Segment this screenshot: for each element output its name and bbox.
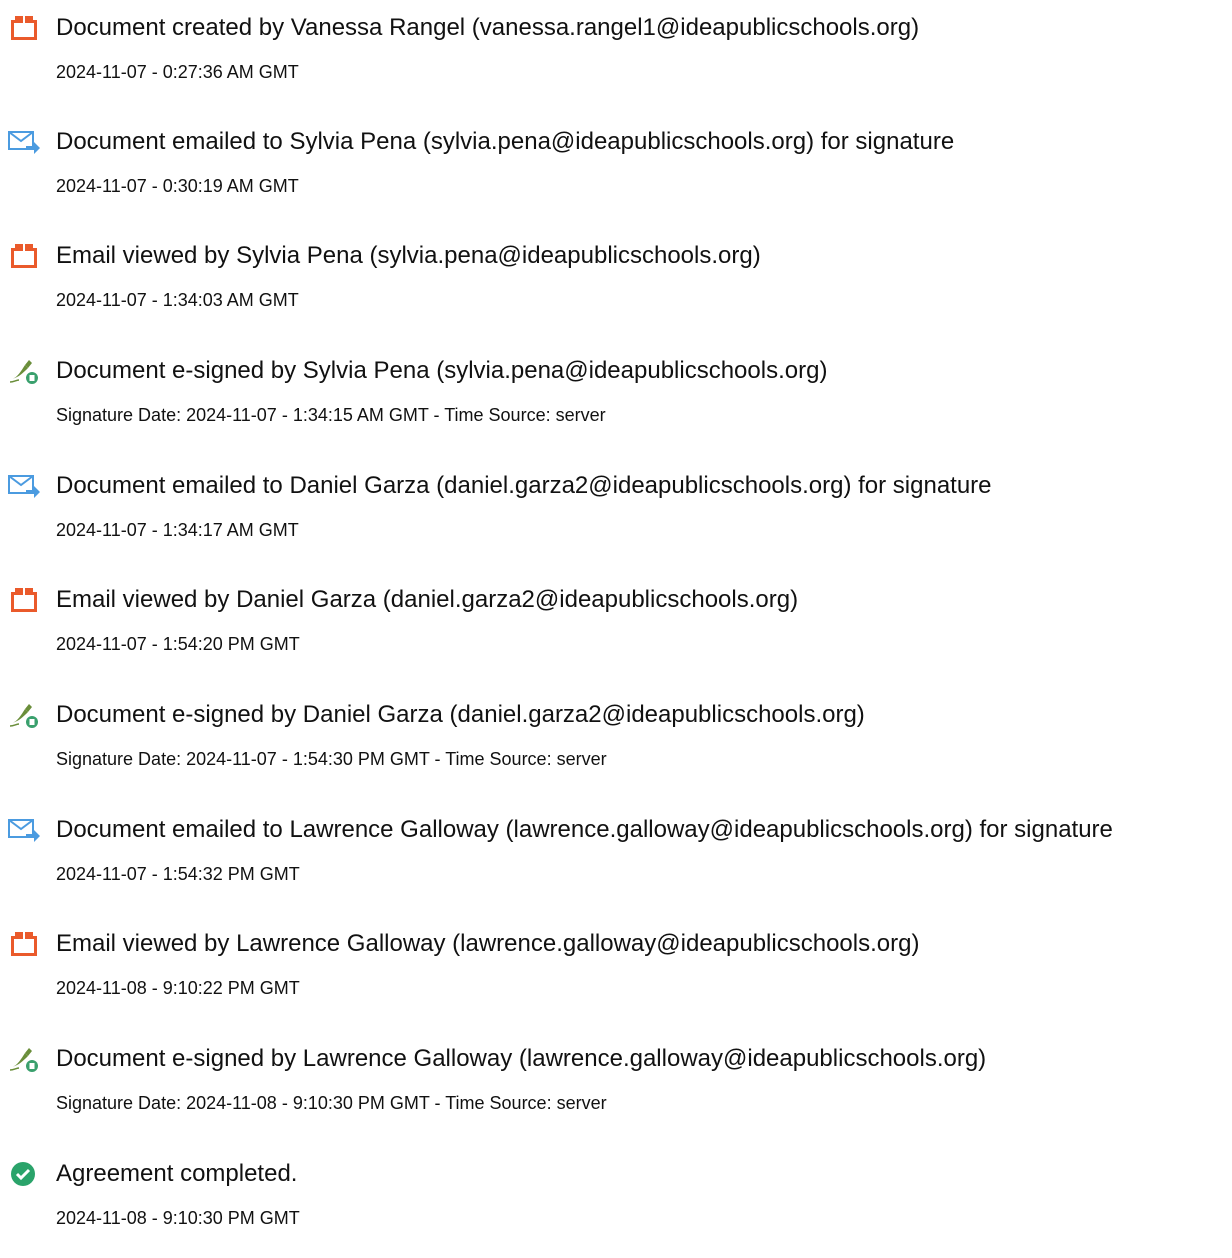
entry-timestamp: 2024-11-08 - 9:10:30 PM GMT — [56, 1208, 300, 1228]
audit-entry — [0, 12, 1232, 112]
entry-title: Email viewed by Lawrence Galloway (lawrence.galloway@ideapublicschools.org) — [56, 930, 920, 957]
entry-title: Agreement completed. — [56, 1160, 298, 1187]
entry-title: Document e-signed by Lawrence Galloway (lawrence.galloway@ideapublicschools.org) — [56, 1045, 987, 1072]
entry-title: Email viewed by Daniel Garza (daniel.garza2@ideapublicschools.org) — [56, 586, 799, 613]
email-sent-icon — [8, 816, 40, 844]
audit-entry — [0, 355, 1232, 455]
audit-entry — [0, 240, 1232, 340]
check-circle-icon — [8, 1160, 40, 1188]
entry-title: Document emailed to Lawrence Galloway (lawrence.galloway@ideapublicschools.org) for signature — [56, 816, 1113, 843]
email-sent-icon — [8, 128, 40, 156]
audit-entry — [0, 814, 1232, 914]
entry-timestamp: Signature Date: 2024-11-08 - 9:10:30 PM GMT - Time Source: server — [56, 1093, 607, 1113]
entry-title: Email viewed by Sylvia Pena (sylvia.pena@ideapublicschools.org) — [56, 242, 761, 269]
entry-timestamp: 2024-11-08 - 9:10:22 PM GMT — [56, 978, 300, 998]
e-signed-icon — [8, 357, 40, 385]
audit-entry — [0, 1158, 1232, 1258]
email-viewed-icon — [8, 586, 40, 614]
entry-timestamp: Signature Date: 2024-11-07 - 1:34:15 AM GMT - Time Source: server — [56, 405, 606, 425]
audit-entry — [0, 699, 1232, 799]
audit-entry — [0, 126, 1232, 226]
entry-timestamp: 2024-11-07 - 1:34:03 AM GMT — [56, 290, 299, 310]
email-viewed-icon — [8, 930, 40, 958]
entry-title: Document emailed to Sylvia Pena (sylvia.pena@ideapublicschools.org) for signature — [56, 128, 955, 155]
entry-timestamp: 2024-11-07 - 1:34:17 AM GMT — [56, 520, 299, 540]
email-viewed-icon — [8, 242, 40, 270]
entry-timestamp: 2024-11-07 - 0:30:19 AM GMT — [56, 176, 299, 196]
entry-timestamp: Signature Date: 2024-11-07 - 1:54:30 PM GMT - Time Source: server — [56, 749, 607, 769]
entry-timestamp: 2024-11-07 - 0:27:36 AM GMT — [56, 62, 299, 82]
entry-timestamp: 2024-11-07 - 1:54:32 PM GMT — [56, 864, 300, 884]
entry-title: Document e-signed by Daniel Garza (daniel.garza2@ideapublicschools.org) — [56, 701, 865, 728]
audit-entry — [0, 584, 1232, 684]
entry-timestamp: 2024-11-07 - 1:54:20 PM GMT — [56, 634, 300, 654]
audit-entry — [0, 470, 1232, 570]
entry-title: Document created by Vanessa Rangel (vanessa.rangel1@ideapublicschools.org) — [56, 14, 920, 41]
entry-title: Document e-signed by Sylvia Pena (sylvia.pena@ideapublicschools.org) — [56, 357, 828, 384]
email-sent-icon — [8, 472, 40, 500]
entry-title: Document emailed to Daniel Garza (daniel.garza2@ideapublicschools.org) for signature — [56, 472, 992, 499]
e-signed-icon — [8, 701, 40, 729]
audit-entry — [0, 928, 1232, 1028]
document-created-icon — [8, 14, 40, 42]
audit-entry — [0, 1043, 1232, 1143]
e-signed-icon — [8, 1045, 40, 1073]
